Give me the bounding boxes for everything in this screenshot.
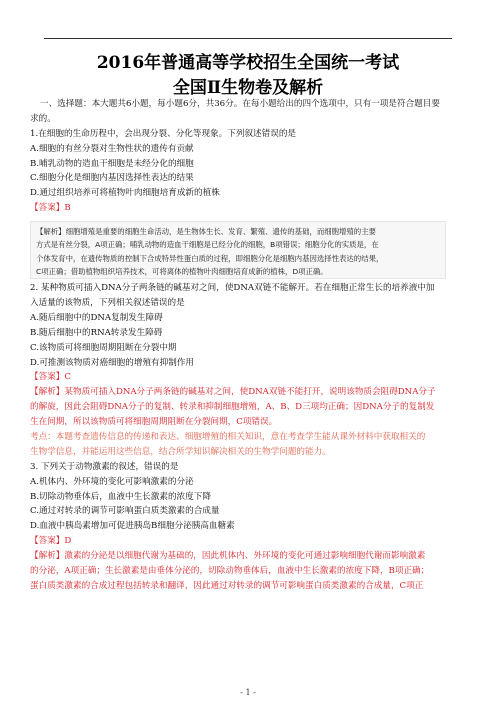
- q3-explanation-line: 的分泌，A项正确；生长激素是由垂体分泌的，切除动物垂体后，血液中生长激素的浓度下降，B项正确；: [30, 566, 430, 577]
- q1-explanation-line: 方式是有丝分裂，A项正确；哺乳动物的造血干细胞是已经分化的细胞，B项错误；细胞分化的实质是，在: [36, 240, 379, 250]
- q3-option-a: A.机体内、外环境的变化可影响激素的分泌: [30, 476, 194, 487]
- intro-line: 一、选择题：本大题共6小题，每小题6分，共36分。在每小题给出的四个选项中，只有一项是符合题目要: [40, 99, 440, 109]
- page-number: - 1 -: [240, 688, 256, 697]
- q3-option-c: C.通过对转录的调节可影响蛋白质类激素的合成量: [30, 506, 220, 517]
- q3-answer: 【答案】D: [30, 536, 72, 547]
- q1-option-c: C.细胞分化是细胞内基因选择性表达的结果: [30, 173, 194, 184]
- q2-stem: 2. 某种物质可插入DNA分子两条链的碱基对之间，使DNA双链不能解开。若在细胞正常生长的培养液中加: [30, 283, 435, 294]
- exam-subtitle: 全国Ⅱ生物卷及解析: [172, 78, 324, 98]
- q2-explanation-line: 的解旋，因此会阻碍DNA分子的复制、转录和抑制细胞增殖，A、B、D三项均正确；因DNA分子的复制发: [30, 402, 435, 413]
- q2-option-d: D.可推测该物质对癌细胞的增殖有抑制作用: [30, 357, 195, 368]
- q1-option-b: B.哺乳动物的造血干细胞是未经分化的细胞: [30, 158, 194, 169]
- q2-point-line: 生物学信息，并能运用这些信息，结合所学知识解决相关的生物学问题的能力。: [30, 446, 331, 457]
- q2-explanation-line: 生在间期，所以该物质可将细胞周期阻断在分裂间期，C项错误。: [30, 417, 278, 428]
- q3-explanation-line: 蛋白质类激素的合成过程包括转录和翻译，因此通过对转录的调节可影响蛋白质类激素的合成量，C项正: [30, 580, 424, 591]
- q3-stem: 3. 下列关于动物激素的叙述，错误的是: [30, 461, 179, 472]
- q3-option-b: B.切除动物垂体后，血液中生长激素的浓度下降: [30, 491, 211, 502]
- q1-explanation-line: 个体发育中，在遗传物质的控制下合成特异性蛋白质的过程，即细胞分化是细胞内基因选择性表达的结果，: [36, 253, 384, 263]
- intro-line: 求的。: [30, 113, 56, 124]
- q2-stem: 入适量的该物质，下列相关叙述错误的是: [30, 298, 185, 309]
- exam-body: [30, 97, 470, 594]
- q1-explanation-line: 【解析】细胞增殖是重要的细胞生命活动，是生物体生长、发育、繁殖、遗传的基础，而细胞增殖的主要: [36, 227, 376, 237]
- q1-explanation-line: C项正确；借助植物组织培养技术，可将离体的植物叶肉细胞培育成新的植株，D项正确。: [36, 266, 328, 276]
- q1-answer: 【答案】B: [30, 203, 71, 214]
- q2-explanation-line: 【解析】某物质可插入DNA分子两条链的碱基对之间，使DNA双链不能打开，说明该物质会阻碍DNA分子: [30, 387, 436, 398]
- q3-explanation-line: 【解析】激素的分泌是以细胞代谢为基础的，因此机体内、外环境的变化可通过影响细胞代谢而影响激素: [30, 551, 426, 562]
- q2-point-line: 考点：本题考查遗传信息的传递和表达、细胞增殖的相关知识，意在考查学生能从课外材料中获取相关的: [30, 432, 426, 443]
- header-rule: [44, 38, 452, 39]
- q2-answer: 【答案】C: [30, 372, 71, 383]
- exam-title: 2016年普通高等学校招生全国统一考试: [96, 53, 400, 73]
- q1-option-a: A.细胞的有丝分裂对生物性状的遗传有贡献: [30, 143, 194, 154]
- q1-stem: 1.在细胞的生命历程中，会出现分裂、分化等现象。下列叙述错误的是: [30, 128, 297, 139]
- q2-option-c: C.该物质可将细胞周期阻断在分裂中期: [30, 342, 177, 353]
- q2-option-b: B.随后细胞中的RNA转录发生障碍: [30, 327, 163, 338]
- q2-option-a: A.随后细胞中的DNA复制发生障碍: [30, 312, 163, 323]
- q3-option-d: D.血液中胰岛素增加可促进胰岛B细胞分泌胰高血糖素: [30, 521, 235, 532]
- q1-explanation-box: [30, 221, 446, 279]
- q1-option-d: D.通过组织培养可将植物叶肉细胞培育成新的植株: [30, 188, 220, 199]
